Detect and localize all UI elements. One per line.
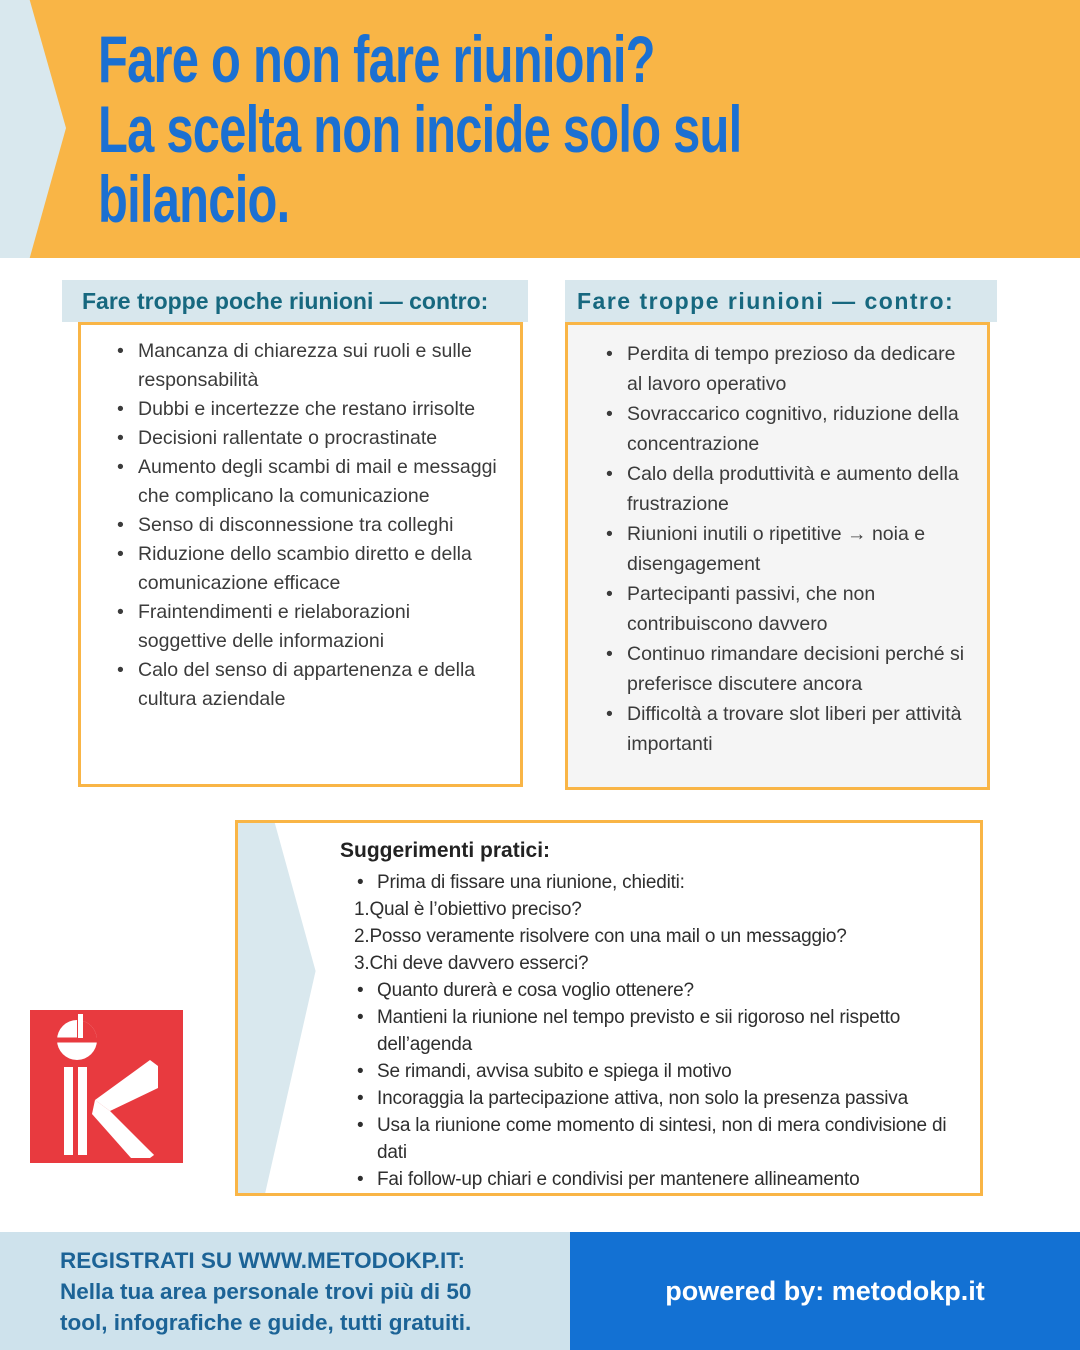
number-marker: 3. bbox=[354, 953, 370, 974]
footer-register-panel bbox=[0, 1232, 570, 1350]
suggestions-title: Suggerimenti pratici: bbox=[340, 839, 551, 862]
list-item-text: Qual è l’obiettivo preciso? bbox=[369, 899, 582, 920]
list-item bbox=[117, 656, 502, 714]
bullet-marker: • bbox=[117, 543, 124, 565]
list-item bbox=[117, 395, 502, 424]
number-marker: 1. bbox=[354, 899, 370, 920]
bullet-marker: • bbox=[117, 514, 124, 536]
suggestions-chevron-decoration bbox=[238, 823, 318, 1193]
bullet-marker: • bbox=[117, 340, 124, 362]
bullet-marker: • bbox=[606, 643, 613, 665]
list-item bbox=[606, 399, 973, 459]
list-item-text: Dubbi e incertezze che restano irrisolte bbox=[138, 398, 476, 420]
list-item bbox=[357, 1085, 964, 1112]
list-item-text: Fraintendimenti e rielaborazioni soggettive delle informazioni bbox=[138, 601, 411, 652]
bullet-marker: • bbox=[606, 583, 613, 605]
list-item bbox=[606, 699, 973, 759]
list-item-text: Continuo rimandare decisioni perché si preferisce discutere ancora bbox=[627, 643, 965, 695]
bullet-marker: • bbox=[357, 1007, 364, 1028]
list-item bbox=[606, 579, 973, 639]
list-item-text: Difficoltà a trovare slot liberi per attività importanti bbox=[627, 703, 962, 755]
list-item bbox=[357, 1112, 964, 1166]
list-item-text: Mantieni la riunione nel tempo previsto e sii rigoroso nel rispetto dell’agenda bbox=[377, 1007, 901, 1055]
page-title-line-2: La scelta non incide solo sul bbox=[98, 92, 742, 166]
bullet-marker: • bbox=[357, 872, 364, 893]
suggestions-content bbox=[340, 838, 964, 1193]
list-item bbox=[354, 950, 964, 977]
bullet-marker: • bbox=[117, 601, 124, 623]
list-item-text: Usa la riunione come momento di sintesi, non di mera condivisione di dati bbox=[377, 1115, 947, 1163]
list-item-text: Partecipanti passivi, che non contribuiscono davvero bbox=[627, 583, 876, 635]
list-item-text: Se rimandi, avvisa subito e spiega il motivo bbox=[377, 1061, 732, 1082]
brand-logo bbox=[30, 1010, 183, 1163]
list-item-text: Prima di fissare una riunione, chiediti: bbox=[377, 872, 685, 893]
bullet-marker: • bbox=[606, 343, 613, 365]
right-column-header bbox=[565, 280, 997, 322]
list-item bbox=[117, 337, 502, 395]
suggestions-box bbox=[235, 820, 983, 1196]
bullet-marker: • bbox=[357, 1169, 364, 1190]
left-column-box bbox=[78, 322, 523, 787]
list-item-text: Posso veramente risolvere con una mail o un messaggio? bbox=[369, 926, 847, 947]
right-column-box bbox=[565, 322, 990, 790]
register-line-2: Nella tua area personale trovi più di 50 bbox=[60, 1279, 472, 1304]
bullet-marker: • bbox=[357, 1115, 364, 1136]
register-line-3: tool, infografiche e guide, tutti gratuiti. bbox=[60, 1310, 472, 1335]
list-item-text: Chi deve davvero esserci? bbox=[369, 953, 589, 974]
list-item bbox=[354, 923, 964, 950]
list-item bbox=[117, 598, 502, 656]
bullet-marker: • bbox=[606, 463, 613, 485]
page-title-line-1: Fare o non fare riunioni? bbox=[98, 22, 655, 96]
bullet-marker: • bbox=[117, 398, 124, 420]
list-item-text: Aumento degli scambi di mail e messaggi che complicano la comunicazione bbox=[138, 456, 497, 507]
powered-by-text: powered by: metodokp.it bbox=[665, 1275, 985, 1306]
left-column-header-label: Fare troppe poche riunioni — contro: bbox=[82, 287, 489, 314]
list-item bbox=[117, 424, 502, 453]
list-item-text: Quanto durerà e cosa voglio ottenere? bbox=[377, 980, 694, 1001]
list-item-text: Calo del senso di appartenenza e della cultura aziendale bbox=[138, 659, 476, 710]
number-marker: 2. bbox=[354, 926, 370, 947]
list-item-text: Calo della produttività e aumento della frustrazione bbox=[627, 463, 959, 515]
suggestions-list bbox=[340, 869, 964, 1193]
list-item bbox=[357, 1166, 964, 1193]
list-item bbox=[117, 540, 502, 598]
hero-banner bbox=[0, 0, 1080, 258]
list-item bbox=[357, 1004, 964, 1058]
right-bullet-list bbox=[568, 325, 987, 759]
register-line-1: REGISTRATI SU WWW.METODOKP.IT: bbox=[60, 1248, 465, 1273]
list-item-text: Riduzione dello scambio diretto e della comunicazione efficace bbox=[138, 543, 472, 594]
list-item bbox=[117, 511, 502, 540]
powered-by-panel bbox=[570, 1232, 1080, 1350]
list-item-text: Incoraggia la partecipazione attiva, non solo la presenza passiva bbox=[377, 1088, 908, 1109]
bullet-marker: • bbox=[606, 523, 613, 545]
right-column-header-label: Fare troppe riunioni — contro: bbox=[577, 287, 955, 314]
list-item bbox=[606, 639, 973, 699]
list-item bbox=[606, 339, 973, 399]
bullet-marker: • bbox=[357, 1088, 364, 1109]
bullet-marker: • bbox=[117, 659, 124, 681]
bullet-marker: • bbox=[606, 403, 613, 425]
bullet-marker: • bbox=[606, 703, 613, 725]
list-item bbox=[357, 869, 964, 896]
ik-logo-icon bbox=[30, 1010, 183, 1163]
list-item bbox=[354, 896, 964, 923]
list-item bbox=[606, 459, 973, 519]
bullet-marker: • bbox=[357, 980, 364, 1001]
page-title-line-3: bilancio. bbox=[98, 162, 290, 236]
list-item-text: Perdita di tempo prezioso da dedicare al lavoro operativo bbox=[627, 343, 956, 395]
list-item-text: Riunioni inutili o ripetitive → noia e disengagement bbox=[627, 523, 926, 575]
list-item-text: Mancanza di chiarezza sui ruoli e sulle responsabilità bbox=[138, 340, 472, 391]
list-item-text: Sovraccarico cognitivo, riduzione della concentrazione bbox=[627, 403, 959, 455]
bullet-marker: • bbox=[117, 456, 124, 478]
list-item bbox=[357, 977, 964, 1004]
list-item bbox=[357, 1058, 964, 1085]
list-item bbox=[117, 453, 502, 511]
left-column-header bbox=[62, 280, 528, 322]
list-item-text: Senso di disconnessione tra colleghi bbox=[138, 514, 454, 536]
list-item-text: Fai follow-up chiari e condivisi per mantenere allineamento bbox=[377, 1169, 860, 1190]
bullet-marker: • bbox=[357, 1061, 364, 1082]
list-item-text: Decisioni rallentate o procrastinate bbox=[138, 427, 438, 449]
list-item bbox=[606, 519, 973, 579]
hero-chevron-decoration bbox=[0, 0, 66, 258]
bullet-marker: • bbox=[117, 427, 124, 449]
left-bullet-list bbox=[81, 325, 520, 714]
page-title bbox=[98, 24, 741, 234]
